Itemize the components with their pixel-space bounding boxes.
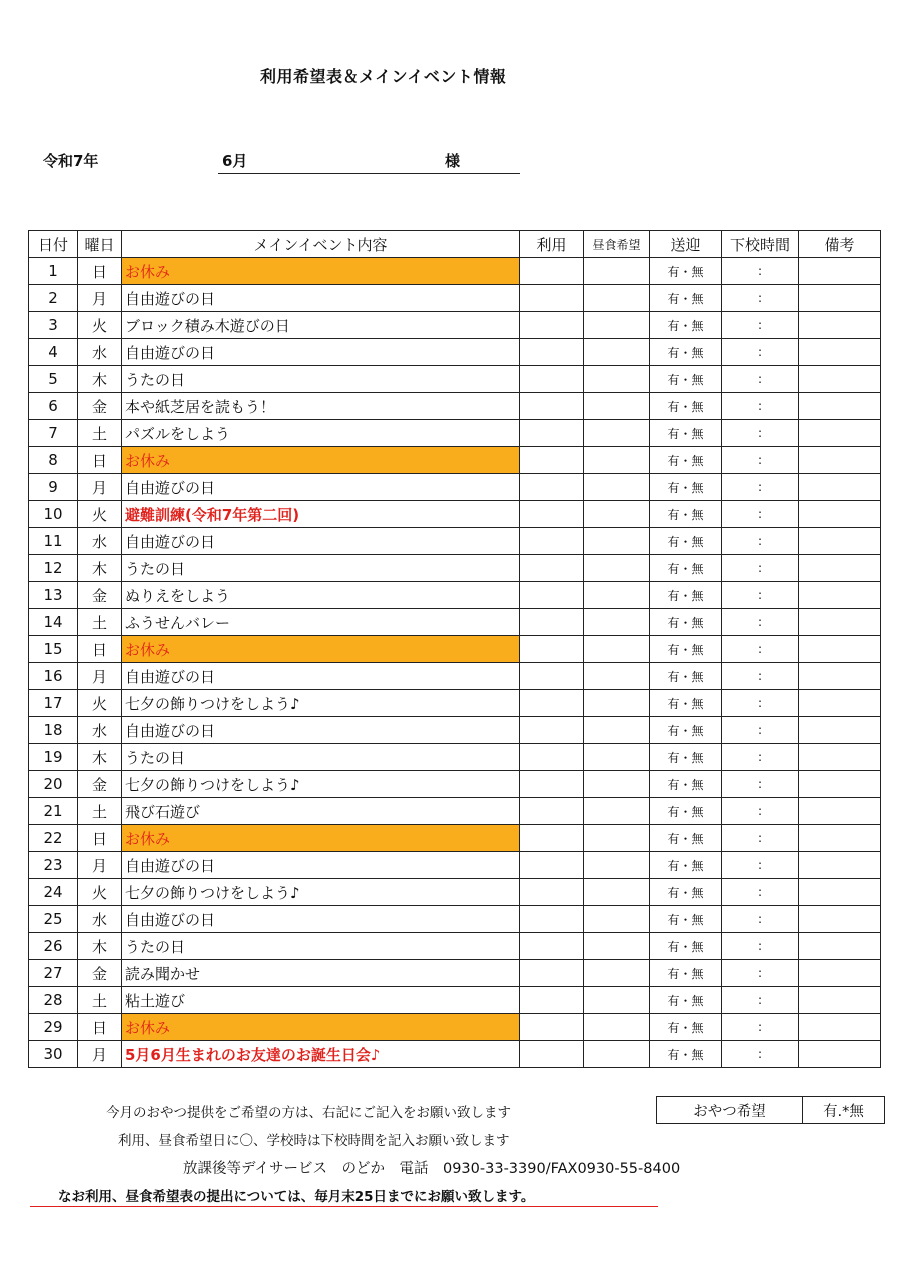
use-cell[interactable] [520, 933, 584, 960]
table-row [29, 717, 881, 744]
transport-cell[interactable]: 有・無 [650, 366, 722, 393]
transport-cell[interactable]: 有・無 [650, 1014, 722, 1041]
use-cell[interactable] [520, 312, 584, 339]
remarks-cell[interactable] [799, 366, 881, 393]
use-cell[interactable] [520, 906, 584, 933]
weekday-cell: 日 [78, 447, 122, 474]
page-title: 利用希望表＆メインイベント情報 [260, 67, 507, 86]
event-cell: 5月6月生まれのお友達のお誕生日会♪ [122, 1041, 520, 1068]
event-cell: お休み [122, 258, 520, 285]
lunch-cell[interactable] [584, 285, 650, 312]
table-row [29, 582, 881, 609]
date-cell: 30 [29, 1041, 78, 1068]
remarks-cell[interactable] [799, 312, 881, 339]
table-row [29, 285, 881, 312]
remarks-cell[interactable] [799, 555, 881, 582]
use-cell[interactable] [520, 825, 584, 852]
remarks-cell[interactable] [799, 879, 881, 906]
use-cell[interactable] [520, 447, 584, 474]
transport-cell[interactable]: 有・無 [650, 852, 722, 879]
weekday-cell: 火 [78, 690, 122, 717]
remarks-cell[interactable] [799, 906, 881, 933]
weekday-cell: 水 [78, 528, 122, 555]
table-header-row [29, 231, 881, 258]
transport-cell[interactable]: 有・無 [650, 960, 722, 987]
lunch-cell[interactable] [584, 393, 650, 420]
table-row [29, 366, 881, 393]
transport-cell[interactable]: 有・無 [650, 420, 722, 447]
lunch-cell[interactable] [584, 420, 650, 447]
dismissal-time-cell[interactable]: : [722, 285, 799, 312]
use-cell[interactable] [520, 960, 584, 987]
weekday-cell: 木 [78, 933, 122, 960]
date-cell: 6 [29, 393, 78, 420]
remarks-cell[interactable] [799, 744, 881, 771]
use-cell[interactable] [520, 771, 584, 798]
transport-cell[interactable]: 有・無 [650, 312, 722, 339]
weekday-cell: 金 [78, 582, 122, 609]
lunch-cell[interactable] [584, 312, 650, 339]
use-cell[interactable] [520, 258, 584, 285]
lunch-cell[interactable] [584, 906, 650, 933]
date-cell: 2 [29, 285, 78, 312]
date-cell: 26 [29, 933, 78, 960]
month-label: 6月 [222, 152, 248, 170]
date-cell: 27 [29, 960, 78, 987]
event-cell: 自由遊びの日 [122, 717, 520, 744]
dismissal-time-cell[interactable]: : [722, 555, 799, 582]
date-cell: 25 [29, 906, 78, 933]
event-cell: お休み [122, 636, 520, 663]
table-row [29, 339, 881, 366]
event-cell: うたの日 [122, 366, 520, 393]
transport-cell[interactable]: 有・無 [650, 555, 722, 582]
event-cell: お休み [122, 825, 520, 852]
dismissal-time-cell[interactable]: : [722, 501, 799, 528]
date-cell: 15 [29, 636, 78, 663]
deadline-note: なお利用、昼食希望表の提出については、毎月末25日までにお願い致します。 [58, 1189, 535, 1205]
snack-label: おやつ希望 [657, 1097, 803, 1124]
transport-cell[interactable]: 有・無 [650, 285, 722, 312]
lunch-cell[interactable] [584, 339, 650, 366]
weekday-cell: 火 [78, 501, 122, 528]
snack-choice[interactable]: 有.*無 [803, 1097, 885, 1124]
transport-cell[interactable]: 有・無 [650, 636, 722, 663]
dismissal-time-cell[interactable]: : [722, 1014, 799, 1041]
lunch-cell[interactable] [584, 582, 650, 609]
weekday-cell: 水 [78, 339, 122, 366]
remarks-cell[interactable] [799, 1014, 881, 1041]
remarks-cell[interactable] [799, 420, 881, 447]
weekday-cell: 火 [78, 312, 122, 339]
use-cell[interactable] [520, 690, 584, 717]
dismissal-time-cell[interactable]: : [722, 339, 799, 366]
date-cell: 16 [29, 663, 78, 690]
remarks-cell[interactable] [799, 393, 881, 420]
table-row [29, 879, 881, 906]
table-row [29, 960, 881, 987]
weekday-cell: 金 [78, 393, 122, 420]
lunch-cell[interactable] [584, 447, 650, 474]
transport-cell[interactable]: 有・無 [650, 744, 722, 771]
lunch-cell[interactable] [584, 366, 650, 393]
event-cell: 本や紙芝居を読もう！ [122, 393, 520, 420]
remarks-cell[interactable] [799, 690, 881, 717]
remarks-cell[interactable] [799, 528, 881, 555]
lunch-cell[interactable] [584, 258, 650, 285]
remarks-cell[interactable] [799, 663, 881, 690]
honorific-label: 様 [445, 152, 461, 170]
event-cell: うたの日 [122, 744, 520, 771]
name-field-line[interactable] [218, 173, 520, 174]
event-cell: パズルをしよう [122, 420, 520, 447]
date-cell: 19 [29, 744, 78, 771]
dismissal-time-cell[interactable]: : [722, 933, 799, 960]
deadline-underline [30, 1206, 658, 1207]
event-cell: お休み [122, 1014, 520, 1041]
lunch-cell[interactable] [584, 744, 650, 771]
transport-cell[interactable]: 有・無 [650, 339, 722, 366]
remarks-cell[interactable] [799, 933, 881, 960]
weekday-cell: 月 [78, 663, 122, 690]
table-row [29, 393, 881, 420]
use-cell[interactable] [520, 285, 584, 312]
transport-cell[interactable]: 有・無 [650, 1041, 722, 1068]
table-row [29, 906, 881, 933]
lunch-cell[interactable] [584, 771, 650, 798]
event-cell: 自由遊びの日 [122, 339, 520, 366]
date-cell: 5 [29, 366, 78, 393]
table-row [29, 258, 881, 285]
lunch-cell[interactable] [584, 663, 650, 690]
header-date: 日付 [29, 231, 78, 258]
transport-cell[interactable]: 有・無 [650, 933, 722, 960]
date-cell: 9 [29, 474, 78, 501]
remarks-cell[interactable] [799, 717, 881, 744]
table-row [29, 825, 881, 852]
event-cell: 粘土遊び [122, 987, 520, 1014]
use-cell[interactable] [520, 879, 584, 906]
usage-note: 利用、昼食希望日に〇、学校時は下校時間を記入お願い致します [118, 1133, 510, 1149]
use-cell[interactable] [520, 582, 584, 609]
dismissal-time-cell[interactable]: : [722, 987, 799, 1014]
table-row [29, 528, 881, 555]
date-cell: 22 [29, 825, 78, 852]
weekday-cell: 日 [78, 636, 122, 663]
header-weekday: 曜日 [78, 231, 122, 258]
date-cell: 7 [29, 420, 78, 447]
dismissal-time-cell[interactable]: : [722, 690, 799, 717]
event-cell: うたの日 [122, 555, 520, 582]
dismissal-time-cell[interactable]: : [722, 1041, 799, 1068]
dismissal-time-cell[interactable]: : [722, 717, 799, 744]
dismissal-time-cell[interactable]: : [722, 960, 799, 987]
dismissal-time-cell[interactable]: : [722, 609, 799, 636]
use-cell[interactable] [520, 1014, 584, 1041]
remarks-cell[interactable] [799, 447, 881, 474]
transport-cell[interactable]: 有・無 [650, 825, 722, 852]
table-row [29, 798, 881, 825]
lunch-cell[interactable] [584, 987, 650, 1014]
transport-cell[interactable]: 有・無 [650, 717, 722, 744]
event-cell: 七夕の飾りつけをしよう♪ [122, 771, 520, 798]
schedule-table [28, 230, 881, 1068]
transport-cell[interactable]: 有・無 [650, 582, 722, 609]
event-cell: 自由遊びの日 [122, 852, 520, 879]
table-row [29, 312, 881, 339]
event-cell: 避難訓練(令和7年第二回) [122, 501, 520, 528]
lunch-cell[interactable] [584, 1014, 650, 1041]
event-cell: 自由遊びの日 [122, 285, 520, 312]
dismissal-time-cell[interactable]: : [722, 906, 799, 933]
remarks-cell[interactable] [799, 474, 881, 501]
remarks-cell[interactable] [799, 609, 881, 636]
lunch-cell[interactable] [584, 960, 650, 987]
weekday-cell: 土 [78, 987, 122, 1014]
snack-note: 今月のおやつ提供をご希望の方は、右記にご記入をお願い致します [106, 1105, 511, 1121]
remarks-cell[interactable] [799, 582, 881, 609]
snack-table [656, 1096, 885, 1124]
table-row [29, 1041, 881, 1068]
date-cell: 17 [29, 690, 78, 717]
lunch-cell[interactable] [584, 474, 650, 501]
event-cell: ふうせんバレー [122, 609, 520, 636]
event-cell: ブロック積み木遊びの日 [122, 312, 520, 339]
header-lunch: 昼食希望 [584, 231, 650, 258]
lunch-cell[interactable] [584, 879, 650, 906]
contact-info: 放課後等デイサービス のどか 電話 0930-33-3390/FAX0930-55-8400 [183, 1161, 681, 1177]
transport-cell[interactable]: 有・無 [650, 906, 722, 933]
transport-cell[interactable]: 有・無 [650, 474, 722, 501]
weekday-cell: 月 [78, 474, 122, 501]
date-cell: 18 [29, 717, 78, 744]
transport-cell[interactable]: 有・無 [650, 879, 722, 906]
use-cell[interactable] [520, 717, 584, 744]
dismissal-time-cell[interactable]: : [722, 393, 799, 420]
dismissal-time-cell[interactable]: : [722, 312, 799, 339]
event-cell: 自由遊びの日 [122, 528, 520, 555]
use-cell[interactable] [520, 609, 584, 636]
transport-cell[interactable]: 有・無 [650, 987, 722, 1014]
weekday-cell: 水 [78, 717, 122, 744]
remarks-cell[interactable] [799, 771, 881, 798]
transport-cell[interactable]: 有・無 [650, 771, 722, 798]
weekday-cell: 木 [78, 366, 122, 393]
lunch-cell[interactable] [584, 825, 650, 852]
dismissal-time-cell[interactable]: : [722, 771, 799, 798]
weekday-cell: 月 [78, 1041, 122, 1068]
use-cell[interactable] [520, 852, 584, 879]
date-cell: 3 [29, 312, 78, 339]
date-cell: 21 [29, 798, 78, 825]
remarks-cell[interactable] [799, 825, 881, 852]
weekday-cell: 土 [78, 420, 122, 447]
table-row [29, 420, 881, 447]
date-cell: 13 [29, 582, 78, 609]
event-cell: 七夕の飾りつけをしよう♪ [122, 690, 520, 717]
remarks-cell[interactable] [799, 1041, 881, 1068]
date-cell: 23 [29, 852, 78, 879]
lunch-cell[interactable] [584, 528, 650, 555]
transport-cell[interactable]: 有・無 [650, 690, 722, 717]
use-cell[interactable] [520, 501, 584, 528]
lunch-cell[interactable] [584, 690, 650, 717]
transport-cell[interactable]: 有・無 [650, 609, 722, 636]
use-cell[interactable] [520, 393, 584, 420]
table-row [29, 609, 881, 636]
lunch-cell[interactable] [584, 1041, 650, 1068]
use-cell[interactable] [520, 339, 584, 366]
dismissal-time-cell[interactable]: : [722, 447, 799, 474]
use-cell[interactable] [520, 366, 584, 393]
remarks-cell[interactable] [799, 960, 881, 987]
weekday-cell: 木 [78, 555, 122, 582]
weekday-cell: 火 [78, 879, 122, 906]
event-cell: 読み聞かせ [122, 960, 520, 987]
remarks-cell[interactable] [799, 339, 881, 366]
weekday-cell: 月 [78, 285, 122, 312]
table-row [29, 744, 881, 771]
use-cell[interactable] [520, 663, 584, 690]
weekday-cell: 金 [78, 960, 122, 987]
date-cell: 20 [29, 771, 78, 798]
weekday-cell: 土 [78, 798, 122, 825]
use-cell[interactable] [520, 528, 584, 555]
lunch-cell[interactable] [584, 933, 650, 960]
date-cell: 14 [29, 609, 78, 636]
transport-cell[interactable]: 有・無 [650, 393, 722, 420]
event-cell: お休み [122, 447, 520, 474]
transport-cell[interactable]: 有・無 [650, 501, 722, 528]
weekday-cell: 日 [78, 1014, 122, 1041]
dismissal-time-cell[interactable]: : [722, 420, 799, 447]
header-transport: 送迎 [650, 231, 722, 258]
event-cell: 自由遊びの日 [122, 663, 520, 690]
use-cell[interactable] [520, 420, 584, 447]
header-remarks: 備考 [799, 231, 881, 258]
transport-cell[interactable]: 有・無 [650, 258, 722, 285]
era-label: 令和7年 [43, 152, 99, 170]
remarks-cell[interactable] [799, 501, 881, 528]
weekday-cell: 土 [78, 609, 122, 636]
lunch-cell[interactable] [584, 636, 650, 663]
dismissal-time-cell[interactable]: : [722, 258, 799, 285]
date-cell: 10 [29, 501, 78, 528]
remarks-cell[interactable] [799, 987, 881, 1014]
lunch-cell[interactable] [584, 501, 650, 528]
remarks-cell[interactable] [799, 258, 881, 285]
remarks-cell[interactable] [799, 636, 881, 663]
event-cell: うたの日 [122, 933, 520, 960]
table-row [29, 852, 881, 879]
header-dismissal: 下校時間 [722, 231, 799, 258]
lunch-cell[interactable] [584, 609, 650, 636]
dismissal-time-cell[interactable]: : [722, 636, 799, 663]
dismissal-time-cell[interactable]: : [722, 582, 799, 609]
event-cell: 自由遊びの日 [122, 474, 520, 501]
table-row [29, 933, 881, 960]
dismissal-time-cell[interactable]: : [722, 825, 799, 852]
use-cell[interactable] [520, 1041, 584, 1068]
dismissal-time-cell[interactable]: : [722, 663, 799, 690]
date-cell: 24 [29, 879, 78, 906]
lunch-cell[interactable] [584, 852, 650, 879]
transport-cell[interactable]: 有・無 [650, 447, 722, 474]
table-row [29, 1014, 881, 1041]
dismissal-time-cell[interactable]: : [722, 366, 799, 393]
use-cell[interactable] [520, 744, 584, 771]
table-row [29, 447, 881, 474]
table-row [29, 474, 881, 501]
date-cell: 12 [29, 555, 78, 582]
remarks-cell[interactable] [799, 852, 881, 879]
date-cell: 11 [29, 528, 78, 555]
date-cell: 8 [29, 447, 78, 474]
table-row [29, 663, 881, 690]
date-cell: 28 [29, 987, 78, 1014]
header-event: メインイベント内容 [122, 231, 520, 258]
remarks-cell[interactable] [799, 285, 881, 312]
table-row [29, 771, 881, 798]
event-cell: 七夕の飾りつけをしよう♪ [122, 879, 520, 906]
date-cell: 4 [29, 339, 78, 366]
event-cell: ぬりえをしよう [122, 582, 520, 609]
table-row [29, 636, 881, 663]
weekday-cell: 日 [78, 825, 122, 852]
dismissal-time-cell[interactable]: : [722, 474, 799, 501]
use-cell[interactable] [520, 798, 584, 825]
transport-cell[interactable]: 有・無 [650, 663, 722, 690]
lunch-cell[interactable] [584, 717, 650, 744]
date-cell: 1 [29, 258, 78, 285]
dismissal-time-cell[interactable]: : [722, 879, 799, 906]
lunch-cell[interactable] [584, 798, 650, 825]
event-cell: 飛び石遊び [122, 798, 520, 825]
dismissal-time-cell[interactable]: : [722, 798, 799, 825]
weekday-cell: 金 [78, 771, 122, 798]
dismissal-time-cell[interactable]: : [722, 528, 799, 555]
weekday-cell: 日 [78, 258, 122, 285]
dismissal-time-cell[interactable]: : [722, 852, 799, 879]
table-row [29, 987, 881, 1014]
weekday-cell: 水 [78, 906, 122, 933]
remarks-cell[interactable] [799, 798, 881, 825]
use-cell[interactable] [520, 987, 584, 1014]
table-row [29, 555, 881, 582]
table-row [29, 501, 881, 528]
use-cell[interactable] [520, 555, 584, 582]
use-cell[interactable] [520, 636, 584, 663]
use-cell[interactable] [520, 474, 584, 501]
weekday-cell: 木 [78, 744, 122, 771]
dismissal-time-cell[interactable]: : [722, 744, 799, 771]
event-cell: 自由遊びの日 [122, 906, 520, 933]
header-use: 利用 [520, 231, 584, 258]
date-cell: 29 [29, 1014, 78, 1041]
weekday-cell: 月 [78, 852, 122, 879]
transport-cell[interactable]: 有・無 [650, 798, 722, 825]
lunch-cell[interactable] [584, 555, 650, 582]
table-row [29, 690, 881, 717]
transport-cell[interactable]: 有・無 [650, 528, 722, 555]
